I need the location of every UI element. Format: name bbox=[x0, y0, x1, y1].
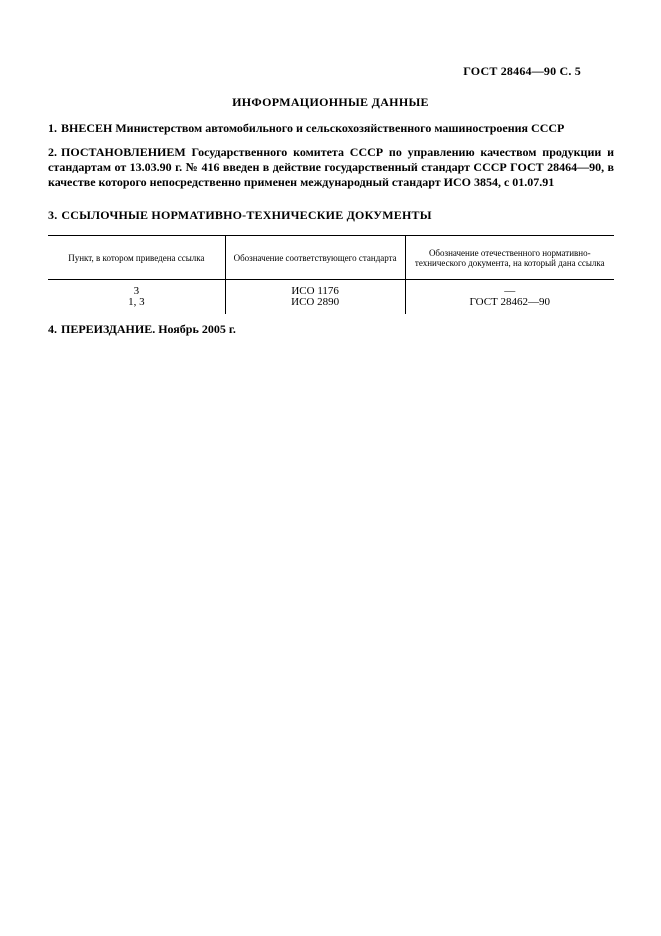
column-header-national-document: Обозначение отечественного нормативно-технического документа, на который дана ссылка bbox=[405, 236, 614, 280]
reference-documents-table bbox=[48, 235, 614, 314]
column-header-clause: Пункт, в котором приведена ссылка bbox=[48, 236, 225, 280]
table-row bbox=[48, 280, 614, 315]
table-cell-clause bbox=[48, 280, 225, 315]
page-header: ГОСТ 28464—90 С. 5 bbox=[463, 64, 581, 78]
info-item-4 bbox=[48, 322, 614, 337]
item-text: ВНЕСЕН Министерством автомобильного и сельскохозяйственного машиностроения СССР bbox=[61, 121, 565, 135]
item-number: 2. bbox=[48, 145, 57, 159]
item-number: 4. bbox=[48, 322, 57, 336]
page-title: ИНФОРМАЦИОННЫЕ ДАННЫЕ bbox=[232, 95, 429, 109]
table-cell-standard bbox=[225, 280, 405, 315]
info-item-2 bbox=[48, 145, 614, 190]
info-item-1 bbox=[48, 121, 614, 136]
item-text: ПЕРЕИЗДАНИЕ. Ноябрь 2005 г. bbox=[61, 322, 236, 336]
cell-value: 1, 3 bbox=[128, 296, 145, 308]
cell-value: ИСО 1176 bbox=[291, 285, 339, 297]
table-cell-national-document bbox=[405, 280, 614, 315]
cell-value: 3 bbox=[133, 285, 140, 297]
table-header-row bbox=[48, 236, 614, 280]
item-number: 1. bbox=[48, 121, 57, 135]
cell-value: — bbox=[504, 285, 516, 297]
item-number: 3. bbox=[48, 208, 58, 222]
cell-value: ИСО 2890 bbox=[291, 296, 340, 308]
item-text: ССЫЛОЧНЫЕ НОРМАТИВНО-ТЕХНИЧЕСКИЕ ДОКУМЕНТЫ bbox=[61, 208, 432, 222]
item-text: ПОСТАНОВЛЕНИЕМ Государственного комитета СССР по управлению качеством продукции и стандартам от 13.03.90 г. № 416 введен в действие государственный стандарт СССР ГОСТ 28464—90, в качестве которого непосредственно применен международный стандарт ИСО 3854, с 01.07.91 bbox=[48, 145, 614, 189]
cell-value: ГОСТ 28462—90 bbox=[469, 296, 551, 308]
info-item-3 bbox=[48, 208, 614, 223]
column-header-standard: Обозначение соответствующего стандарта bbox=[225, 236, 405, 280]
